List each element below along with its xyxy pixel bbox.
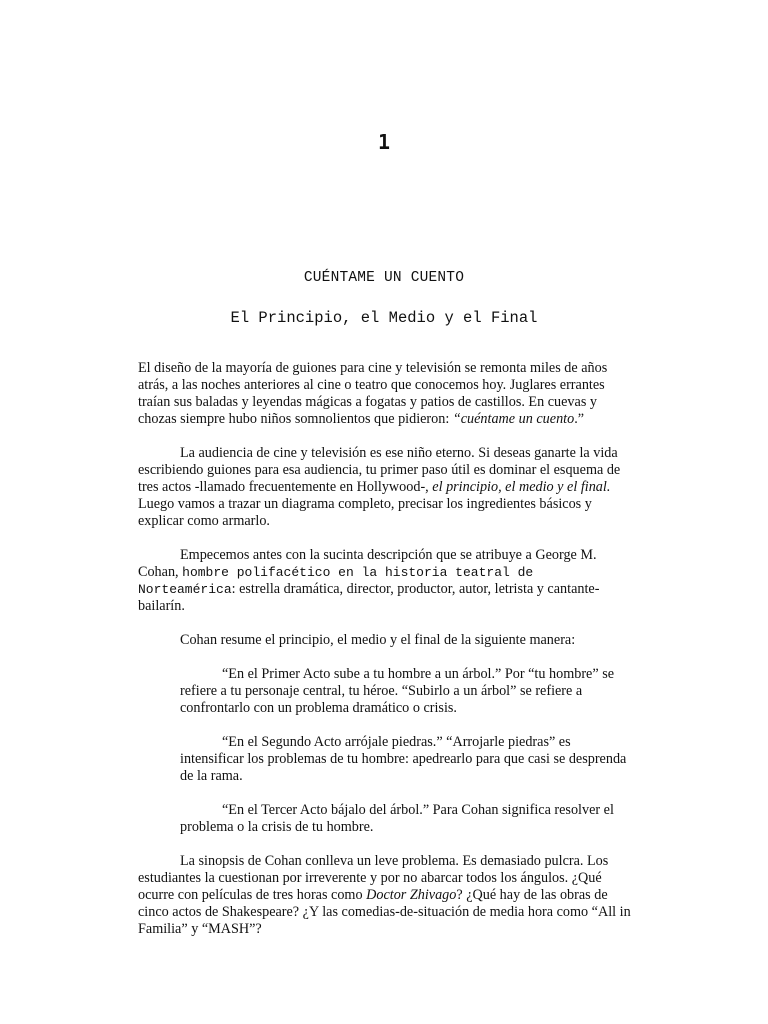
quote-act-2: “En el Segundo Acto arrójale piedras.” “Arrojarle piedras” es intensificar los problemas de tu hombre: apedrearlo para que casi se desprenda de la rama. (180, 734, 627, 784)
paragraph-1-end: .” (574, 411, 585, 427)
paragraph-5-emphasis: Doctor Zhivago (366, 887, 457, 903)
paragraph-2-end: Luego vamos a trazar un diagrama completo, precisar los ingredientes básicos y explicar como armarlo. (138, 496, 592, 529)
quote-act-3: “En el Tercer Acto bájalo del árbol.” Para Cohan significa resolver el problema o la crisis de tu hombre. (180, 802, 614, 835)
chapter-body (138, 360, 634, 955)
quote-act-1: “En el Primer Acto sube a tu hombre a un árbol.” Por “tu hombre” se refiere a tu personaje central, tu héroe. “Subirlo a un árbol” se refiere a confrontarlo con un problema dramático o crisis. (180, 666, 615, 716)
paragraph-2-emphasis: el principio, el medio y el final. (432, 479, 611, 495)
chapter-number: 1 (377, 130, 391, 154)
paragraph-1 (138, 360, 634, 428)
paragraph-5 (138, 853, 634, 938)
paragraph-3 (138, 547, 634, 615)
paragraph-1-text: El diseño de la mayoría de guiones para cine y televisión se remonta miles de años atrás, a las noches anteriores al cine o teatro que conocemos hoy. Juglares errantes traían sus baladas y leyendas mágicas a fogatas y patios de castillos. En cuevas y chozas siempre hubo niños somnolientos que pidieron: (138, 360, 608, 427)
paragraph-5-text: La sinopsis de Cohan conlleva un leve problema. Es demasiado pulcra. Los estudiantes la cuestionan por irreverente y por no abarcar todos los ángulos. ¿Qué ocurre con películas de tres horas como (138, 853, 609, 903)
paragraph-5-end: ? ¿Qué hay de las obras de cinco actos de Shakespeare? ¿Y las comedias-de-situación de media hora como “All in Familia” y “MASH”? (138, 887, 631, 937)
paragraph-3-mono: hombre polifacético en la historia teatral de Norteamérica (138, 565, 534, 597)
paragraph-3-text: Empecemos antes con la sucinta descripción que se atribuye a George M. Cohan, (138, 547, 597, 580)
chapter-subtitle: El Principio, el Medio y el Final (230, 309, 538, 327)
paragraph-2 (138, 445, 634, 530)
paragraph-3-end: : estrella dramática, director, productor, autor, letrista y cantante-bailarín. (138, 581, 600, 614)
paragraph-1-emphasis: “cuéntame un cuento (452, 411, 575, 427)
paragraph-2-text: La audiencia de cine y televisión es ese niño eterno. Si deseas ganarte la vida escribiendo guiones para esa audiencia, tu primer paso útil es dominar el esquema de tres actos -llamado frecuentemente en Hollywood-, (138, 445, 621, 495)
paragraph-4: Cohan resume el principio, el medio y el final de la siguiente manera: (180, 632, 576, 648)
chapter-title: CUÉNTAME UN CUENTO (303, 270, 465, 286)
